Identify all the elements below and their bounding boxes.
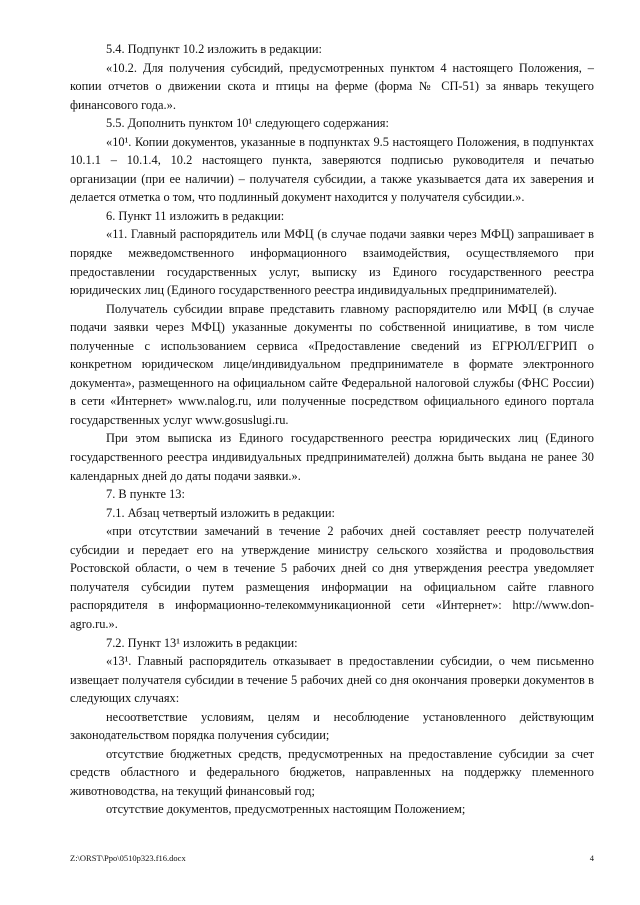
paragraph: «13¹. Главный распорядитель отказывает в предоставлении субсидии, о чем письменно извещает получателя субсидии в течение 5 рабочих дней со дня окончания проверки документов в следующих случаях: [70,654,594,706]
paragraph: отсутствие документов, предусмотренных настоящим Положением; [106,802,466,817]
paragraph: 5.4. Подпункт 10.2 изложить в редакции: [106,42,322,56]
paragraph: «при отсутствии замечаний в течение 2 рабочих дней составляет реестр получателей субсидии и передает его на утверждение министру сельского хозяйства и продовольствия Ростовской области, о чем в течение 5 рабочих дней со дня утверждения реестра уведомляет получателя субсидии путем размещения информации на официальном сайте главного распорядителя в информационно-телекоммуникационной сети «Интернет»: http://www.don-agro.ru.». [70,524,594,631]
document-body [70,40,594,819]
paragraph: При этом выписка из Единого государственного реестра юридических лиц (Единого государственного реестра индивидуальных предпринимателей) должна быть выдана не ранее 30 календарных дней до даты подачи заявки.». [70,431,594,483]
paragraph: 6. Пункт 11 изложить в редакции: [106,208,285,223]
paragraph: 7.2. Пункт 13¹ изложить в редакции: [106,635,298,650]
paragraph: 7. В пункте 13: [106,487,185,502]
paragraph: Получатель субсидии вправе представить главному распорядителю или МФЦ (в случае подачи заявки через МФЦ) указанные документы по собственной инициативе, в том числе полученные с использованием сервиса «Предоставление сведений из ЕГРЮЛ/ЕГРИП о конкретном юридическом лице/индивидуальном предпринимателе в формате электронного документа», размещенного на официальном сайте Федеральной налоговой службы (ФНС России) в сети «Интернет» www.nalog.ru, или полученные посредством официального единого портала государственных услуг www.gosuslugi.ru. [70,301,594,427]
paragraph: «10.2. Для получения субсидий, предусмотренных пунктом 4 настоящего Положения, – копии отчетов о движении скота и птицы на ферме (форма № СП-51) за январь текущего финансового года.». [70,60,594,112]
paragraph: отсутствие бюджетных средств, предусмотренных на предоставление субсидии за счет средств областного и федерального бюджетов, направленных на поддержку племенного животноводства, на текущий финансовый год; [70,746,594,798]
paragraph: 5.5. Дополнить пунктом 10¹ следующего содержания: [106,116,389,131]
page-number: 4 [589,853,594,863]
footer-file-path: Z:\ORST\Ppo\0510p323.f16.docx [70,853,186,863]
paragraph: «10¹. Копии документов, указанные в подпунктах 9.5 настоящего Положения, в подпунктах 10.1.1 – 10.1.4, 10.2 настоящего пункта, заверяются подписью руководителя и печатью организации (при ее наличии) – получателя субсидии, а также указывается дата их заверения и делается отметка о том, что подлинный документ находится у получателя субсидии.». [70,134,594,205]
paragraph: несоответствие условиям, целям и несоблюдение установленного действующим законодательством порядка получения субсидии; [70,709,594,743]
paragraph: «11. Главный распорядитель или МФЦ (в случае подачи заявки через МФЦ) запрашивает в порядке межведомственного информационного взаимодействия, осуществляемого при предоставлении государственных услуг, выписку из Единого государственного реестра юридических лиц (Единого государственного реестра индивидуальных предпринимателей). [70,227,594,298]
paragraph: 7.1. Абзац четвертый изложить в редакции: [106,505,335,520]
